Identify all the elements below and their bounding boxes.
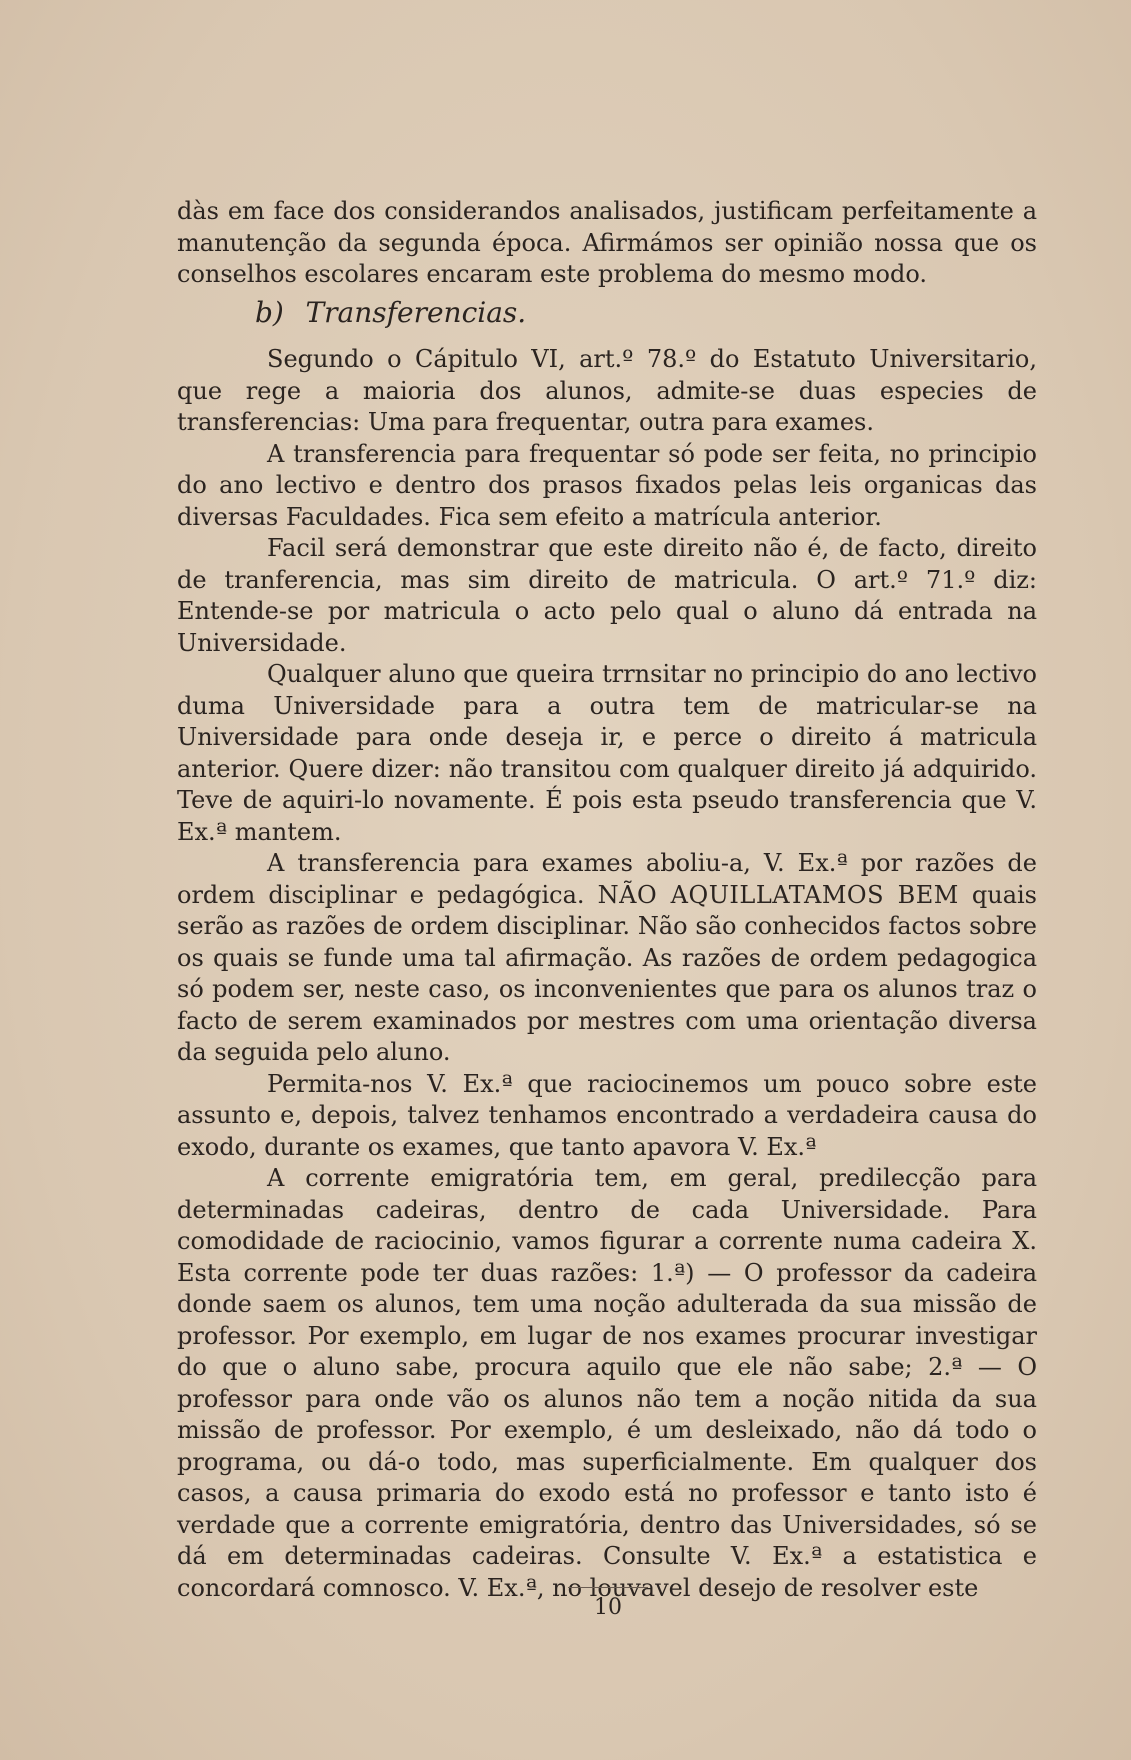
paragraph-continuation: dàs em face dos considerandos analisados, justificam perfeitamente a manutenção da segunda época. Afirmámos ser opinião nossa que os conselhos escolares encaram este problema do mesmo modo.: [177, 197, 1037, 288]
paragraph: [177, 848, 1037, 1069]
paragraph-part: quais serão as razões de ordem disciplinar. Não são conhecidos factos sobre os quais se funde uma tal afirmação. As razões de ordem pedagogica só podem ser, neste caso, os inconvenientes que para os alunos traz o facto de serem examinados por mestres com uma orientação diversa da seguida pelo aluno.: [177, 880, 1037, 1066]
body-text: [177, 196, 1037, 1604]
paragraph: Segundo o Cápitulo VI, art.º 78.º do Estatuto Universitario, que rege a maioria dos alunos, admite-se duas especies de transferencias: Uma para frequentar, outra para exames.: [177, 345, 1037, 436]
paragraph: Qualquer aluno que queira trrnsitar no principio do ano lectivo duma Universidade para a outra tem de matricular-se na Universidade para onde deseja ir, e perce o direito á matricula anterior. Quere dizer: não transitou com qualquer direito já adquirido. Teve de aquiri-lo novamente. É pois esta pseudo transferencia que V. Ex.ª mantem.: [177, 660, 1037, 846]
paragraph: A corrente emigratória tem, em geral, predilecção para determinadas cadeiras, dentro de cada Universidade. Para comodidade de raciocinio, vamos figurar a corrente numa cadeira X. Esta corrente pode ter duas razões: 1.ª) — O professor da cadeira donde saem os alunos, tem uma noção adulterada da sua missão de professor. Por exemplo, em lugar de nos exames procurar investigar do que o aluno sabe, procura aquilo que ele não sabe; 2.ª — O professor para onde vão os alunos não tem a noção nitida da sua missão de professor. Por exemplo, é um desleixado, não dá todo o programa, ou dá-o todo, mas superficialmente. Em qualquer dos casos, a causa primaria do exodo está no professor e tanto isto é verdade que a corrente emigratória, dentro das Universidades, só se dá em determinadas cadeiras. Consulte V. Ex.ª a estatistica e concordará comnosco. V. Ex.ª, no louvavel desejo de resolver este: [177, 1164, 1037, 1602]
paragraph: Permita-nos V. Ex.ª que raciocinemos um pouco sobre este assunto e, depois, talvez tenhamos encontrado a verdadeira causa do exodo, durante os exames, que tanto apavora V. Ex.ª: [177, 1069, 1037, 1161]
page-number: 10: [594, 1595, 622, 1620]
page-number-rule: [568, 1587, 648, 1588]
section-marker: b): [255, 295, 284, 329]
paragraph-part: A transferencia para exames aboliu-a, V. Ex.ª por razões de ordem disciplinar e pedagógica.: [177, 849, 1037, 909]
paragraph: A transferencia para frequentar só pode ser feita, no principio do ano lectivo e dentro dos prasos fixados pelas leis organicas das diversas Faculdades. Fica sem efeito a matrícula anterior.: [177, 439, 1037, 531]
paragraph: Facil será demonstrar que este direito não é, de facto, direito de tranferencia, mas sim direito de matricula. O art.º 71.º diz: Entende-se por matricula o acto pelo qual o aluno dá entrada na Universidade.: [177, 534, 1037, 657]
section-title: Transferencias.: [305, 295, 527, 329]
section-heading: [177, 297, 1037, 331]
emphasis-caps: NÃO AQUILLATAMOS BEM: [597, 880, 959, 909]
